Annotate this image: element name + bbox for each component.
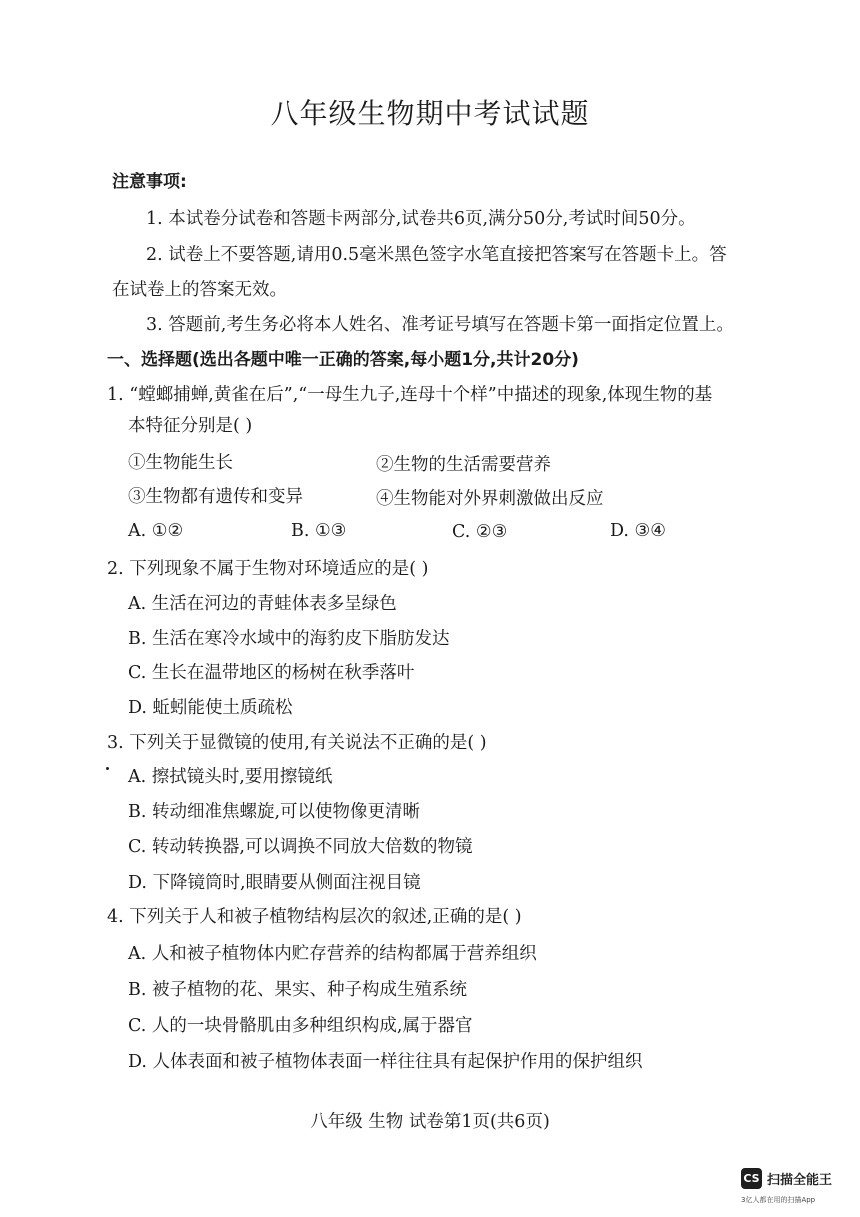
question-1-statement-1: ①生物能生长 — [128, 453, 233, 473]
notice-item-2-line-1: 2. 试卷上不要答题,请用0.5毫米黑色签字水笔直接把答案写在答题卡上。答 — [146, 245, 727, 265]
question-2-option-b: B. 生活在寒冷水域中的海豹皮下脂肪发达 — [128, 629, 450, 649]
question-2-option-c: C. 生长在温带地区的杨树在秋季落叶 — [128, 663, 415, 683]
notice-heading: 注意事项: — [112, 172, 187, 192]
question-3-stem: 3. 下列关于显微镜的使用,有关说法不正确的是( ) — [107, 733, 487, 753]
scanner-app-name: 扫描全能王 — [767, 1173, 833, 1188]
camscanner-logo-icon: CS — [741, 1168, 762, 1189]
question-4-stem: 4. 下列关于人和被子植物结构层次的叙述,正确的是( ) — [107, 907, 522, 927]
question-1-option-d: D. ③④ — [610, 521, 666, 541]
question-1-statement-4: ④生物能对外界刺激做出反应 — [376, 489, 604, 509]
question-3-option-c: C. 转动转换器,可以调换不同放大倍数的物镜 — [128, 837, 473, 857]
question-2-option-d: D. 蚯蚓能使土质疏松 — [128, 698, 293, 718]
question-1-option-b: B. ①③ — [291, 521, 347, 541]
question-1-stem-line-2: 本特征分别是( ) — [128, 416, 253, 436]
question-2-stem: 2. 下列现象不属于生物对环境适应的是( ) — [107, 559, 429, 579]
question-1-option-a: A. ①② — [128, 521, 184, 541]
stray-ink-mark — [106, 767, 109, 770]
question-4-option-d: D. 人体表面和被子植物体表面一样往往具有起保护作用的保护组织 — [128, 1052, 643, 1072]
question-4-option-a: A. 人和被子植物体内贮存营养的结构都属于营养组织 — [128, 944, 537, 964]
notice-item-1: 1. 本试卷分试卷和答题卡两部分,试卷共6页,满分50分,考试时间50分。 — [146, 209, 696, 229]
question-3-option-d: D. 下降镜筒时,眼睛要从侧面注视目镜 — [128, 873, 421, 893]
question-1-statement-2: ②生物的生活需要营养 — [376, 455, 551, 475]
notice-item-3: 3. 答题前,考生务必将本人姓名、准考证号填写在答题卡第一面指定位置上。 — [146, 315, 734, 335]
question-1-option-c: C. ②③ — [452, 522, 508, 542]
question-4-option-b: B. 被子植物的花、果实、种子构成生殖系统 — [128, 980, 467, 1000]
page-footer: 八年级 生物 试卷第1页(共6页) — [310, 1112, 550, 1132]
scanner-watermark — [741, 1166, 841, 1210]
question-2-option-a: A. 生活在河边的青蛙体表多呈绿色 — [128, 594, 397, 614]
exam-title: 八年级生物期中考试试题 — [270, 97, 590, 130]
section-heading: 一、选择题(选出各题中唯一正确的答案,每小题1分,共计20分) — [107, 350, 579, 370]
question-4-option-c: C. 人的一块骨骼肌由多种组织构成,属于器官 — [128, 1016, 473, 1036]
question-3-option-a: A. 擦拭镜头时,要用擦镜纸 — [128, 767, 333, 787]
question-1-stem-line-1: 1. “螳螂捕蝉,黄雀在后”,“一母生九子,连母十个样”中描述的现象,体现生物的基 — [107, 385, 713, 405]
question-1-statement-3: ③生物都有遗传和变异 — [128, 487, 303, 507]
notice-item-2-line-2: 在试卷上的答案无效。 — [112, 280, 287, 300]
scanner-app-slogan: 3亿人都在用的扫描App — [741, 1196, 816, 1204]
question-3-option-b: B. 转动细准焦螺旋,可以使物像更清晰 — [128, 802, 421, 822]
